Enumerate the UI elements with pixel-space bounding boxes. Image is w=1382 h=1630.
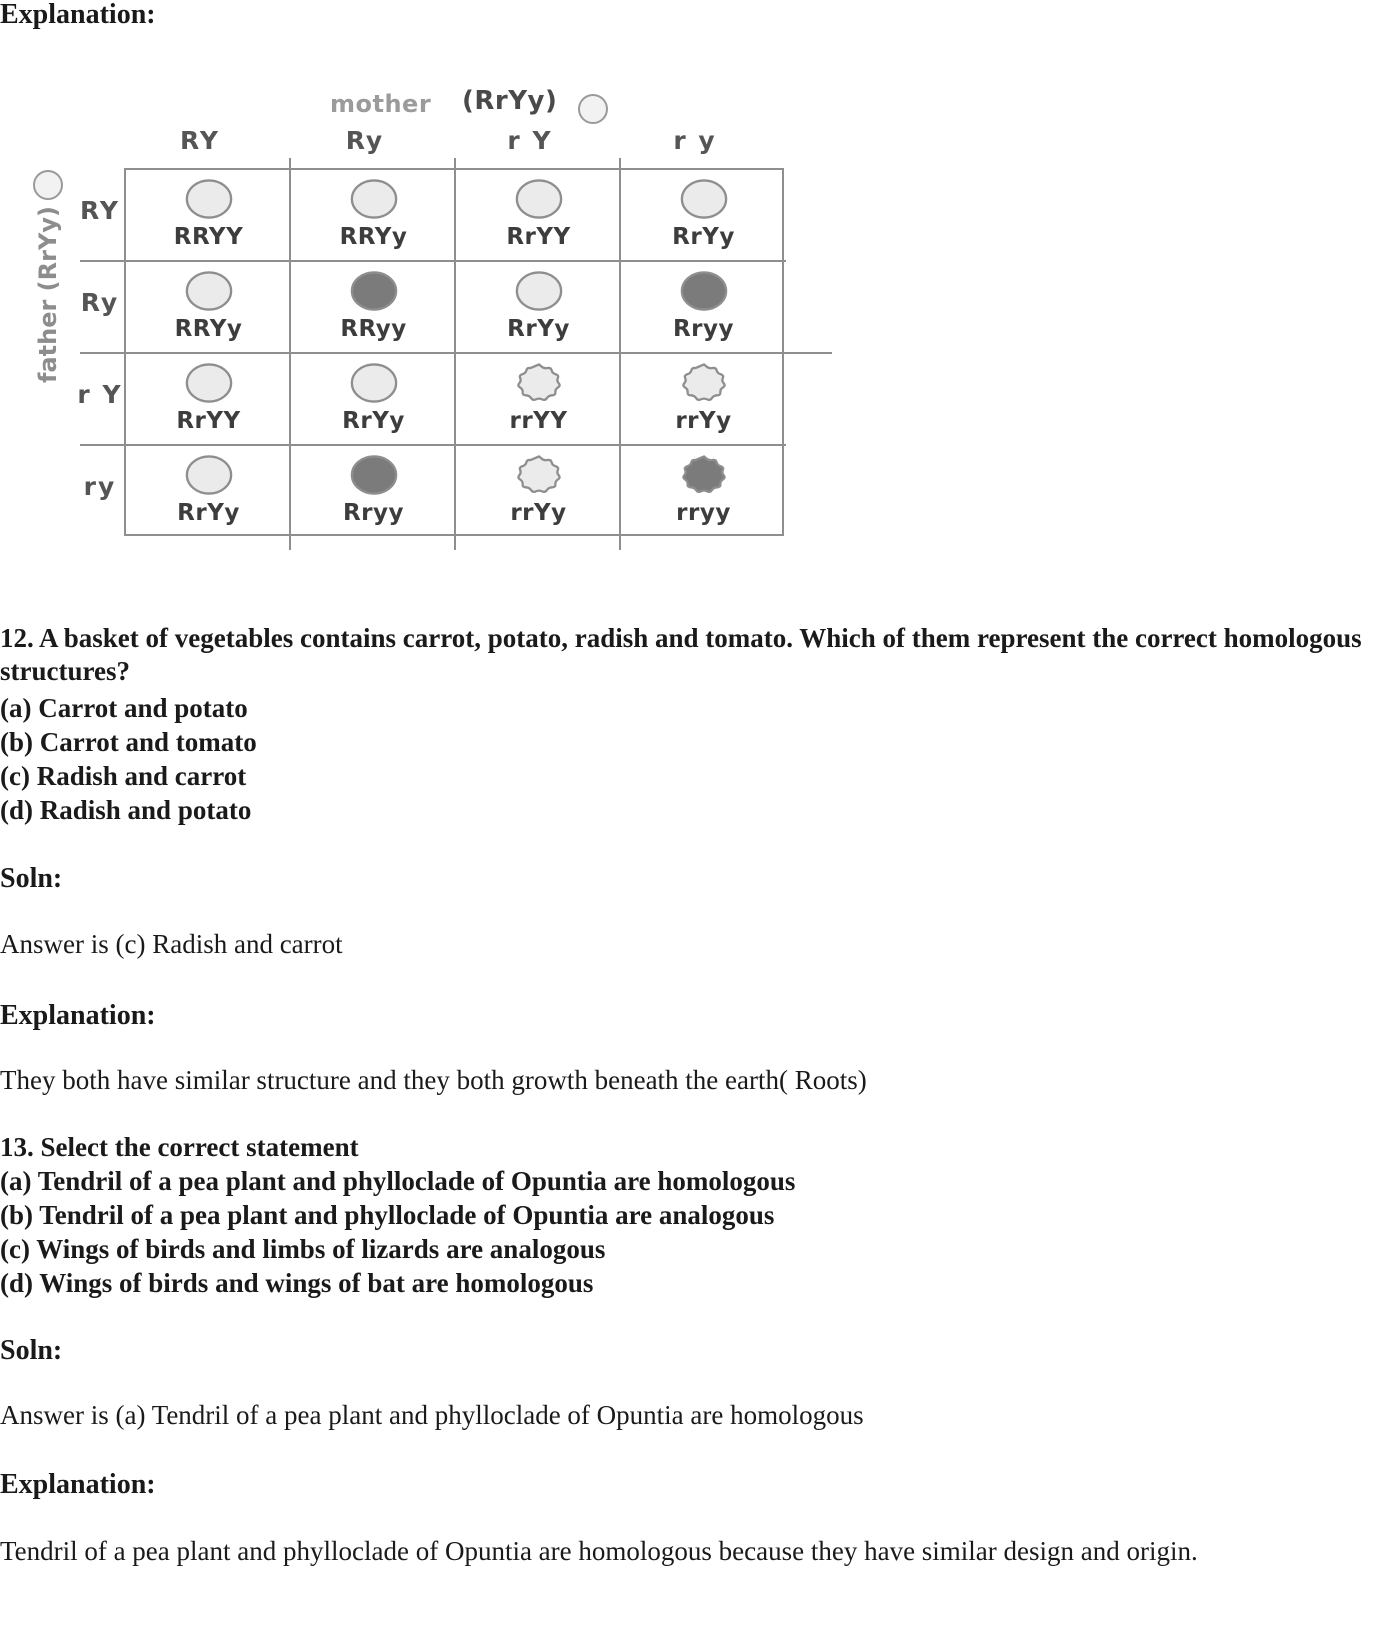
question-12-option-d: (d) Radish and potato bbox=[0, 795, 252, 825]
punnett-cell-r1-c0 bbox=[126, 262, 291, 354]
question-13-answer: Answer is (a) Tendril of a pea plant and phylloclade of Opuntia are homologous bbox=[0, 1400, 864, 1430]
genotype-label: RrYY bbox=[176, 408, 241, 434]
question-12-answer: Answer is (c) Radish and carrot bbox=[0, 929, 343, 959]
punnett-cell-r2-c2 bbox=[456, 354, 621, 446]
question-12-option-a: (a) Carrot and potato bbox=[0, 693, 248, 723]
genotype-label: Rryy bbox=[342, 500, 405, 526]
wrinkled-seed-icon bbox=[677, 452, 731, 498]
row-header-2: r Y bbox=[77, 380, 123, 409]
question-12-text: 12. A basket of vegetables contains carrot, potato, radish and tomato. Which of them represent the correct homologous structures? bbox=[0, 623, 1369, 686]
round-seed-icon bbox=[182, 268, 236, 314]
question-12-explanation-heading: Explanation: bbox=[0, 1000, 156, 1031]
genotype-label: rrYY bbox=[509, 408, 568, 434]
punnett-cell-r2-c0 bbox=[126, 354, 291, 446]
question-12-soln-heading: Soln: bbox=[0, 863, 63, 894]
punnett-cell-r3-c0 bbox=[126, 446, 291, 538]
round-seed-icon bbox=[182, 452, 236, 498]
column-header-0: RY bbox=[180, 126, 220, 155]
genotype-label: RRYY bbox=[173, 224, 244, 250]
punnett-square-figure bbox=[0, 78, 830, 578]
punnett-cell-r1-c2 bbox=[456, 262, 621, 354]
round-seed-icon bbox=[512, 268, 566, 314]
genotype-label: RrYy bbox=[672, 224, 735, 250]
punnett-grid bbox=[124, 168, 784, 536]
mother-label: mother bbox=[330, 90, 432, 118]
genotype-label: rrYy bbox=[675, 408, 732, 434]
question-12-option-c: (c) Radish and carrot bbox=[0, 761, 247, 791]
punnett-cell-r0-c0 bbox=[126, 170, 291, 262]
question-12-explanation-text: They both have similar structure and they both growth beneath the earth( Roots) bbox=[0, 1065, 867, 1095]
question-13-soln-heading: Soln: bbox=[0, 1335, 63, 1366]
genotype-label: RrYy bbox=[342, 408, 405, 434]
round-seed-icon bbox=[347, 268, 401, 314]
question-13-option-a: (a) Tendril of a pea plant and phylloclade of Opuntia are homologous bbox=[0, 1166, 796, 1196]
wrinkled-seed-icon bbox=[512, 452, 566, 498]
question-13-option-d: (d) Wings of birds and wings of bat are homologous bbox=[0, 1268, 594, 1298]
punnett-cell-r2-c1 bbox=[291, 354, 456, 446]
punnett-cell-r2-c3 bbox=[621, 354, 786, 446]
round-seed-icon bbox=[347, 452, 401, 498]
question-13-option-c: (c) Wings of birds and limbs of lizards are analogous bbox=[0, 1234, 606, 1264]
punnett-cell-r3-c1 bbox=[291, 446, 456, 538]
father-label: father (RrYy) bbox=[34, 206, 62, 383]
genotype-label: RRYy bbox=[339, 224, 408, 250]
explanation-heading-top: Explanation: bbox=[0, 0, 156, 30]
round-seed-icon bbox=[182, 360, 236, 406]
round-seed-icon bbox=[677, 176, 731, 222]
punnett-cell-r0-c2 bbox=[456, 170, 621, 262]
mother-genotype-label: (RrYy) bbox=[462, 86, 558, 116]
question-13-text: 13. Select the correct statement bbox=[0, 1132, 359, 1162]
punnett-cell-r0-c3 bbox=[621, 170, 786, 262]
punnett-cell-r1-c1 bbox=[291, 262, 456, 354]
genotype-label: RrYy bbox=[507, 316, 570, 342]
row-header-0: RY bbox=[80, 196, 120, 225]
column-header-1: Ry bbox=[345, 126, 385, 155]
punnett-cell-r3-c3 bbox=[621, 446, 786, 538]
wrinkled-seed-icon bbox=[512, 360, 566, 406]
column-header-2: r Y bbox=[507, 126, 553, 155]
wrinkled-seed-icon bbox=[677, 360, 731, 406]
mother-seed-icon bbox=[578, 94, 608, 124]
round-seed-icon bbox=[182, 176, 236, 222]
punnett-cell-r1-c3 bbox=[621, 262, 786, 354]
row-header-1: Ry bbox=[80, 288, 120, 317]
genotype-label: RRYy bbox=[174, 316, 243, 342]
father-label-group bbox=[28, 163, 68, 383]
father-seed-icon bbox=[33, 170, 63, 200]
round-seed-icon bbox=[347, 176, 401, 222]
question-13-explanation-text: Tendril of a pea plant and phylloclade of Opuntia are homologous because they have similar design and origin. bbox=[0, 1536, 1198, 1566]
genotype-label: rrYy bbox=[510, 500, 567, 526]
question-12-option-b: (b) Carrot and tomato bbox=[0, 727, 257, 757]
genotype-label: RrYY bbox=[506, 224, 571, 250]
punnett-cell-r3-c2 bbox=[456, 446, 621, 538]
column-header-3: r y bbox=[673, 126, 717, 155]
genotype-label: RrYy bbox=[177, 500, 240, 526]
genotype-label: Rryy bbox=[672, 316, 735, 342]
genotype-label: RRyy bbox=[340, 316, 407, 342]
round-seed-icon bbox=[677, 268, 731, 314]
row-header-3: ry bbox=[83, 472, 117, 501]
question-13-explanation-heading: Explanation: bbox=[0, 1469, 156, 1500]
round-seed-icon bbox=[512, 176, 566, 222]
genotype-label: rryy bbox=[676, 500, 731, 526]
question-13-option-b: (b) Tendril of a pea plant and phylloclade of Opuntia are analogous bbox=[0, 1200, 775, 1230]
round-seed-icon bbox=[347, 360, 401, 406]
punnett-cell-r0-c1 bbox=[291, 170, 456, 262]
